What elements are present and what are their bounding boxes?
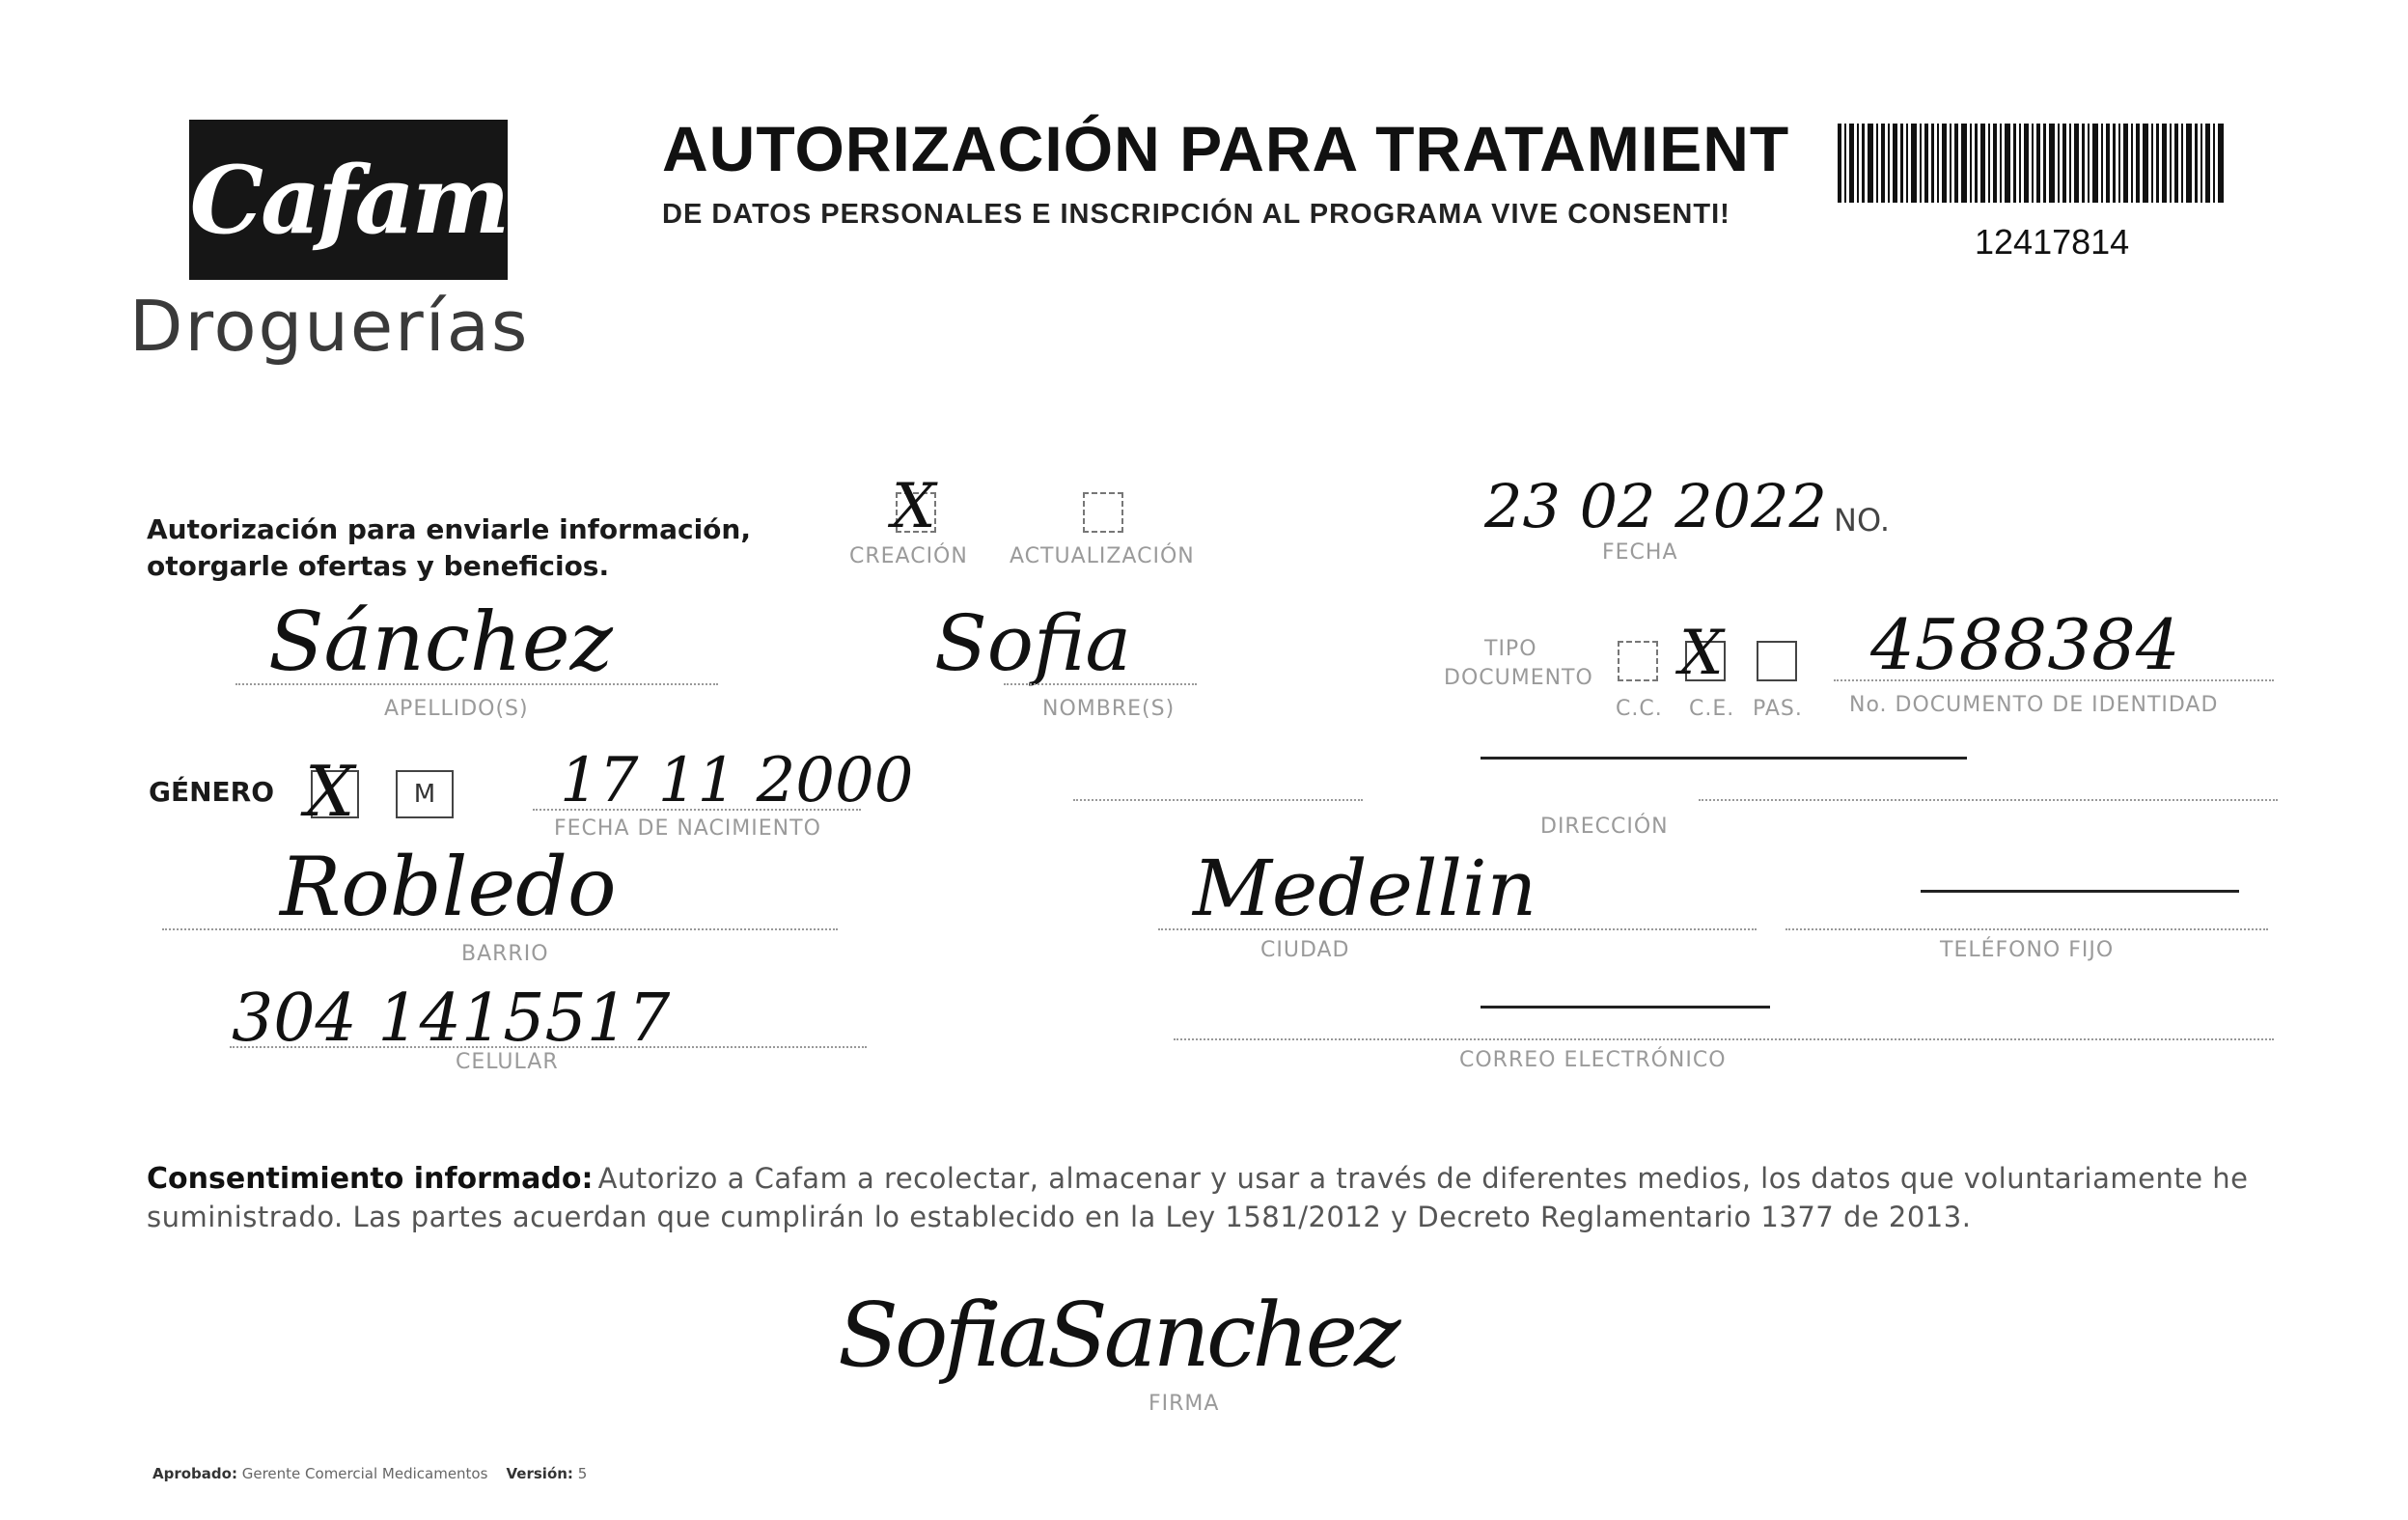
approved-label: Aprobado: xyxy=(152,1465,237,1482)
footer-approval xyxy=(152,1465,587,1482)
doc-type-label-line2: DOCUMENTO xyxy=(1444,666,1593,690)
brand-subtitle: Droguerías xyxy=(129,286,530,367)
form-title: AUTORIZACIÓN PARA TRATAMIENT xyxy=(662,113,1790,184)
doc-number-value[interactable]: 4588384 xyxy=(1870,604,2180,685)
consent-text-line2: suministrado. Las partes acuerdan que cumplirán lo establecido en la Ley 1581/2012 y Decreto Reglamentario 1377 de 2013. xyxy=(147,1201,1972,1233)
consent-line1 xyxy=(147,1162,2249,1196)
barrio-value[interactable]: Robledo xyxy=(280,840,617,934)
email-label: CORREO ELECTRÓNICO xyxy=(1459,1048,1727,1072)
barcode-icon xyxy=(1838,124,2224,203)
authorization-text-line2: otorgarle ofertas y beneficios. xyxy=(147,550,610,582)
phone-line xyxy=(1785,928,2268,930)
date-label: FECHA xyxy=(1602,540,1678,565)
creation-check-mark: X xyxy=(892,471,936,542)
doc-pas-checkbox[interactable] xyxy=(1757,641,1797,681)
version-label: Versión: xyxy=(506,1465,573,1482)
no-label: NO. xyxy=(1834,502,1890,539)
address-line-stroke xyxy=(1481,757,1967,760)
mobile-line xyxy=(230,1046,867,1048)
update-label: ACTUALIZACIÓN xyxy=(1010,544,1195,568)
logo-text: Cafam xyxy=(189,145,508,255)
city-label: CIUDAD xyxy=(1260,938,1350,962)
doc-cc-label: C.C. xyxy=(1616,697,1663,721)
signature-label: FIRMA xyxy=(1149,1392,1220,1416)
surname-line xyxy=(235,683,718,685)
email-line-stroke xyxy=(1481,1006,1770,1009)
name-value[interactable]: Sofia xyxy=(934,598,1132,688)
birth-date-line xyxy=(533,809,861,811)
birth-date-value[interactable]: 17 11 2000 xyxy=(560,745,914,816)
name-label: NOMBRE(S) xyxy=(1042,697,1176,721)
mobile-label: CELULAR xyxy=(456,1050,559,1074)
city-value[interactable]: Medellin xyxy=(1193,843,1537,933)
cafam-logo xyxy=(189,120,508,280)
approved-value: Gerente Comercial Medicamentos xyxy=(241,1465,488,1482)
version-value: 5 xyxy=(577,1465,588,1482)
address-label: DIRECCIÓN xyxy=(1540,815,1669,839)
barcode-number: 12417814 xyxy=(1975,222,2130,262)
gender-f-check-mark: X xyxy=(305,751,355,832)
gender-m-label: M xyxy=(413,780,436,809)
signature-value[interactable]: SofiaSanchez xyxy=(838,1284,1398,1387)
name-line xyxy=(1004,683,1197,685)
date-value[interactable]: 23 02 2022 xyxy=(1484,471,1827,541)
doc-pas-label: PAS. xyxy=(1753,697,1803,721)
barrio-label: BARRIO xyxy=(461,942,549,966)
birth-date-label: FECHA DE NACIMIENTO xyxy=(554,816,821,841)
address-line-right xyxy=(1699,799,2278,801)
consent-title: Consentimiento informado: xyxy=(147,1162,594,1196)
authorization-text-line1: Autorización para enviarle información, xyxy=(147,513,751,545)
doc-type-label-line1: TIPO xyxy=(1484,637,1537,661)
doc-number-label: No. DOCUMENTO DE IDENTIDAD xyxy=(1849,693,2219,717)
doc-ce-label: C.E. xyxy=(1689,697,1735,721)
consent-line2 xyxy=(147,1201,1971,1233)
form-subtitle: DE DATOS PERSONALES E INSCRIPCIÓN AL PROGRAMA VIVE CONSENTI! xyxy=(662,199,1730,230)
gender-m-checkbox[interactable] xyxy=(396,770,454,818)
update-checkbox[interactable] xyxy=(1083,492,1123,533)
phone-label: TELÉFONO FIJO xyxy=(1940,938,2115,962)
surname-label: APELLIDO(S) xyxy=(384,697,529,721)
email-line xyxy=(1174,1038,2274,1040)
doc-number-line xyxy=(1834,679,2274,681)
doc-cc-checkbox[interactable] xyxy=(1618,641,1658,681)
address-line-left xyxy=(1073,799,1363,801)
barrio-line xyxy=(162,928,838,930)
phone-line-stroke xyxy=(1921,890,2239,893)
surname-value[interactable]: Sánchez xyxy=(268,594,613,689)
doc-ce-check-mark: X xyxy=(1679,618,1724,689)
consent-text-line1: Autorizo a Cafam a recolectar, almacenar y usar a través de diferentes medios, los datos que voluntariamente he xyxy=(597,1162,2249,1195)
gender-label: GÉNERO xyxy=(149,776,275,808)
creation-label: CREACIÓN xyxy=(849,544,968,568)
mobile-value[interactable]: 304 1415517 xyxy=(232,981,671,1057)
city-line xyxy=(1158,928,1757,930)
